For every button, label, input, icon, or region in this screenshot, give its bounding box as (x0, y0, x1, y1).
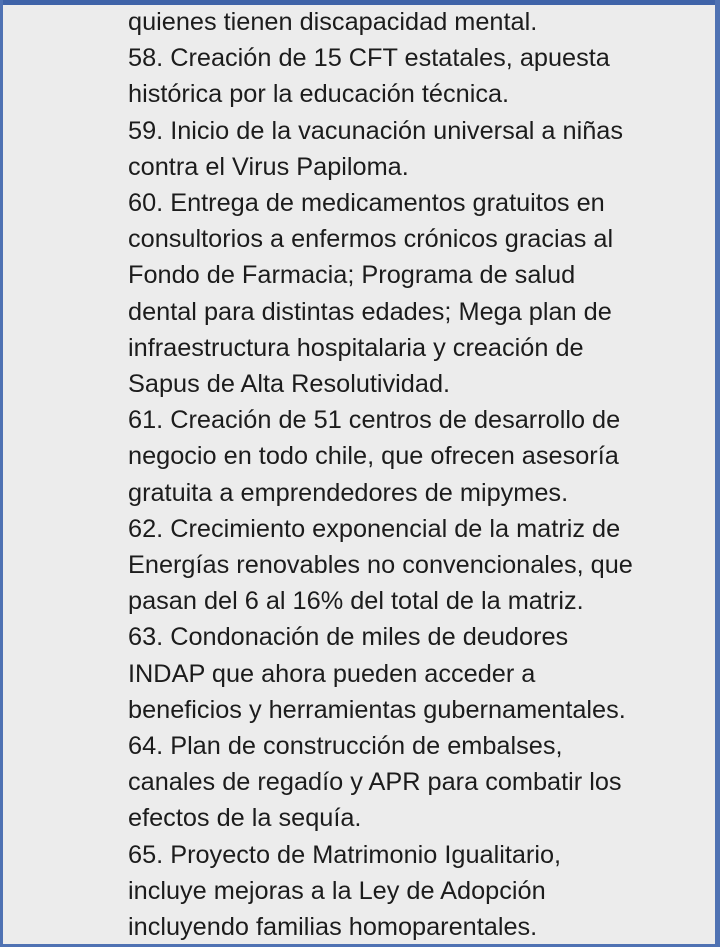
text-line: infraestructura hospitalaria y creación de (128, 333, 584, 362)
text-line-item-65: 65. Proyecto de Matrimonio Igualitario, (128, 840, 562, 869)
text-line: Fondo de Farmacia; Programa de salud (128, 261, 576, 290)
text-line-item-60: 60. Entrega de medicamentos gratuitos en (128, 189, 605, 218)
text-line-item-61: 61. Creación de 51 centros de desarrollo de (128, 406, 621, 435)
text-line: efectos de la sequía. (128, 804, 362, 833)
text-line: pasan del 6 al 16% del total de la matriz. (128, 587, 584, 616)
text-line: Energías renovables no convencionales, que (128, 551, 633, 580)
text-line: INDAP que ahora pueden acceder a (128, 659, 536, 688)
text-line: histórica por la educación técnica. (128, 80, 510, 109)
text-line: incluye mejoras a la Ley de Adopción (128, 876, 546, 905)
left-frame-border (0, 0, 3, 947)
text-line: dental para distintas edades; Mega plan de (128, 297, 612, 326)
text-line: gratuita a emprendedores de mipymes. (128, 478, 569, 507)
text-line-item-62: 62. Crecimiento exponencial de la matriz de (128, 514, 621, 543)
text-line-item-59: 59. Inicio de la vacunación universal a niñas (128, 116, 624, 145)
text-line: consultorios a enfermos crónicos gracias al (128, 225, 614, 254)
text-line-item-63: 63. Condonación de miles de deudores (128, 623, 569, 652)
document-text-block (128, 4, 708, 945)
text-line: contra el Virus Papiloma. (128, 152, 409, 181)
right-frame-border (715, 0, 720, 947)
text-line-item-64: 64. Plan de construcción de embalses, (128, 732, 563, 761)
text-line-item-58: 58. Creación de 15 CFT estatales, apuesta (128, 44, 610, 73)
text-line: Sapus de Alta Resolutividad. (128, 370, 451, 399)
text-line: beneficios y herramientas gubernamentales. (128, 695, 626, 724)
text-line: incluyendo familias homoparentales. (128, 913, 538, 942)
text-line: negocio en todo chile, que ofrecen asesoría (128, 442, 619, 471)
text-line: canales de regadío y APR para combatir los (128, 768, 622, 797)
text-line: quienes tienen discapacidad mental. (128, 8, 538, 36)
